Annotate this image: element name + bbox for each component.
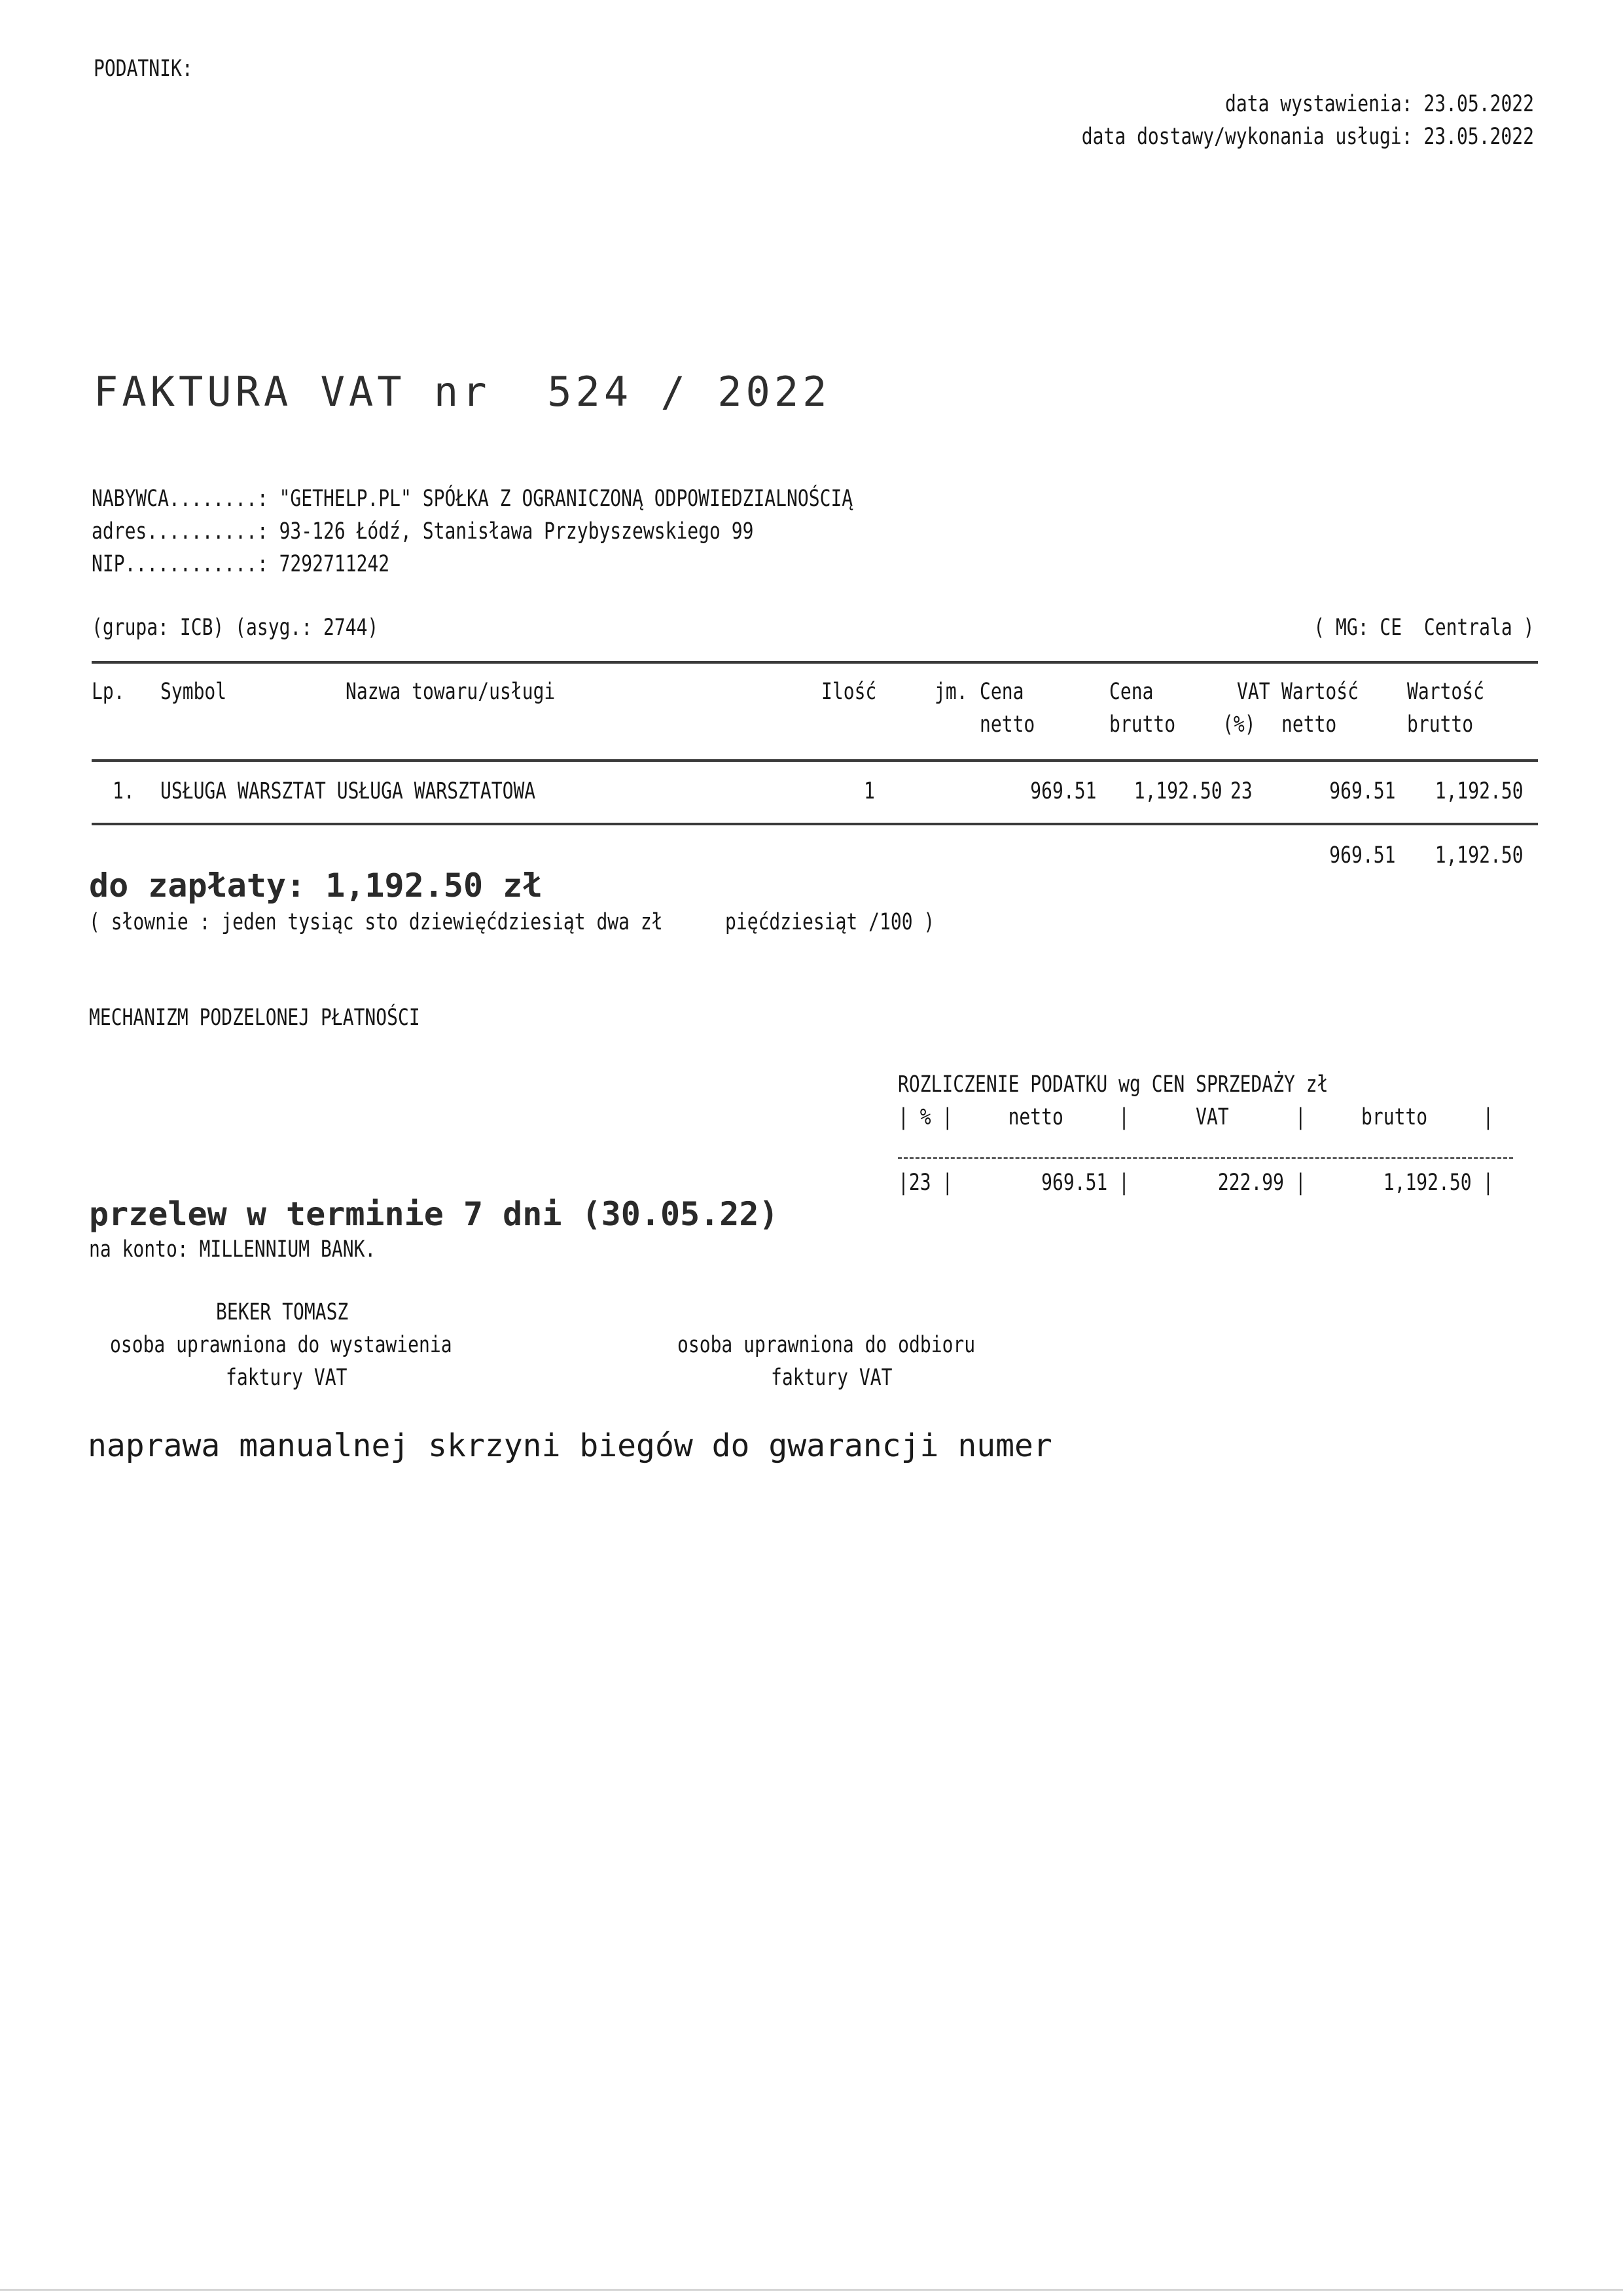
row-vat: 23	[1230, 778, 1253, 804]
tax-summary-title: ROZLICZENIE PODATKU wg CEN SPRZEDAŻY zł	[898, 1071, 1329, 1098]
row-wartosc-brutto: 1,192.50	[1435, 778, 1524, 804]
repair-note: naprawa manualnej skrzyni biegów do gwarancji numer	[88, 1427, 1052, 1464]
row-qty: 1	[864, 778, 875, 804]
table-bottom-rule	[92, 823, 1538, 825]
header-symbol: Symbol	[160, 679, 227, 705]
tax-summary-separator	[898, 1157, 1513, 1159]
delivery-date: data dostawy/wykonania usługi: 23.05.2022	[1081, 124, 1534, 150]
header-vat-2: (%)	[1222, 711, 1256, 738]
header-unit: jm.	[935, 679, 968, 705]
buyer-nip: NIP............: 7292711242	[92, 551, 390, 577]
bank-account: na konto: MILLENNIUM BANK.	[89, 1236, 376, 1263]
header-wartosc-netto-2: netto	[1281, 711, 1337, 738]
tax-summary-row: |23 | 969.51 | 222.99 | 1,192.50 |	[898, 1170, 1494, 1196]
page-bottom-edge	[0, 2289, 1623, 2291]
total-netto: 969.51	[1329, 842, 1395, 869]
mg-info: ( MG: CE Centrala )	[1313, 615, 1534, 641]
header-wartosc-brutto-1: Wartość	[1407, 679, 1485, 705]
header-cena-brutto-2: brutto	[1109, 711, 1176, 738]
tax-summary-header: | % | netto | VAT | brutto |	[898, 1104, 1494, 1130]
amount-due: do zapłaty: 1,192.50 zł	[89, 867, 543, 905]
taxpayer-label: PODATNIK:	[94, 56, 193, 82]
header-vat-1: VAT	[1237, 679, 1270, 705]
header-wartosc-brutto-2: brutto	[1407, 711, 1474, 738]
issuer-role-2: faktury VAT	[226, 1365, 348, 1391]
split-payment-note: MECHANIZM PODZELONEJ PŁATNOŚCI	[89, 1005, 420, 1031]
receiver-role-2: faktury VAT	[771, 1365, 893, 1391]
row-description: USŁUGA WARSZTAT USŁUGA WARSZTATOWA	[160, 778, 536, 804]
issuer-role: osoba uprawniona do wystawienia	[110, 1332, 452, 1358]
amount-in-words: ( słownie : jeden tysiąc sto dziewięćdziesiąt dwa zł	[89, 909, 663, 935]
amount-in-words-fraction: pięćdziesiąt /100 )	[725, 909, 935, 935]
transfer-term: przelew w terminie 7 dni (30.05.22)	[89, 1195, 779, 1233]
invoice-title: FAKTURA VAT nr 524 / 2022	[94, 368, 831, 416]
header-wartosc-netto-1: Wartość	[1281, 679, 1359, 705]
row-cena-brutto: 1,192.50	[1134, 778, 1222, 804]
header-lp: Lp.	[92, 679, 125, 705]
row-lp: 1.	[113, 778, 135, 804]
buyer-name: NABYWCA........: "GETHELP.PL" SPÓŁKA Z OGRANICZONĄ ODPOWIEDZIALNOŚCIĄ	[92, 486, 853, 512]
header-cena-netto-2: netto	[980, 711, 1035, 738]
group-info: (grupa: ICB) (asyg.: 2744)	[92, 615, 379, 641]
receiver-role: osoba uprawniona do odbioru	[677, 1332, 976, 1358]
buyer-address: adres..........: 93-126 Łódź, Stanisława Przybyszewskiego 99	[92, 518, 754, 545]
issuer-name: BEKER TOMASZ	[216, 1299, 349, 1325]
issue-date: data wystawienia: 23.05.2022	[1224, 91, 1534, 117]
table-header-rule	[92, 759, 1538, 762]
header-name: Nazwa towaru/usługi	[346, 679, 556, 705]
row-wartosc-netto: 969.51	[1329, 778, 1395, 804]
row-cena-netto: 969.51	[1029, 778, 1096, 804]
header-qty: Ilość	[821, 679, 877, 705]
header-cena-netto-1: Cena	[980, 679, 1024, 705]
header-cena-brutto-1: Cena	[1109, 679, 1154, 705]
table-top-rule	[92, 661, 1538, 664]
total-brutto: 1,192.50	[1435, 842, 1524, 869]
